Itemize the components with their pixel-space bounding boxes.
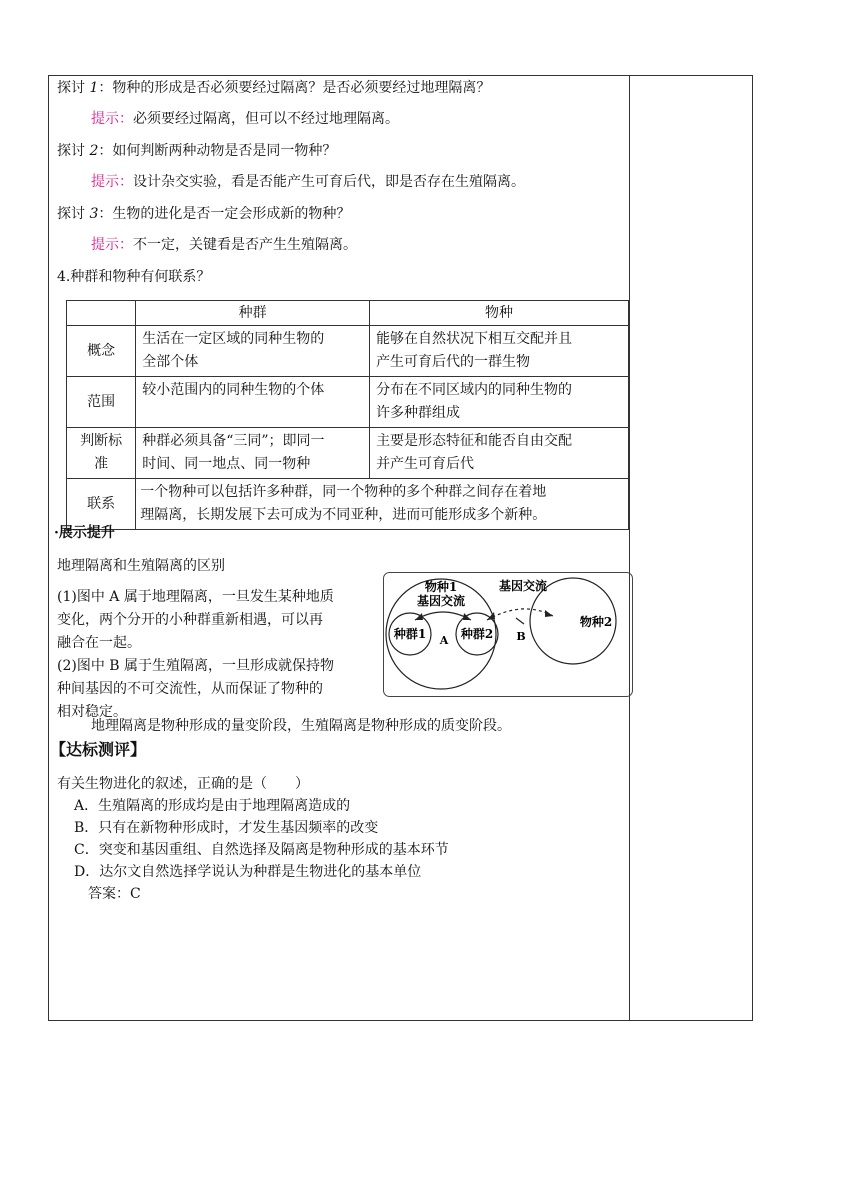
diff-title: 地理隔离和生殖隔离的区别	[57, 558, 225, 574]
table-cell: 分布在不同区域内的同种生物的 许多种群组成	[370, 377, 629, 428]
discussion-number: 2	[89, 143, 99, 159]
discussion-number: 1	[89, 80, 99, 96]
label-b: B	[516, 630, 526, 643]
table-cell: 能够在自然状况下相互交配并且 产生可育后代的一群生物	[370, 326, 629, 377]
hint-text: 必须要经过隔离，但可以不经过地理隔离。	[133, 111, 399, 127]
table-cell: 主要是形态特征和能否自由交配 并产生可育后代	[370, 428, 629, 479]
row-label: 范围	[67, 377, 136, 428]
test-question: 有关生物进化的叙述，正确的是（ ）	[57, 776, 309, 792]
row-label: 判断标 准	[67, 428, 136, 479]
barrier-mark	[516, 618, 524, 624]
discussion-label: 探讨	[57, 206, 85, 222]
table-row	[67, 428, 629, 479]
hint-label: 提示：	[91, 111, 133, 127]
hint-label: 提示：	[91, 174, 133, 190]
table-cell: 种群必须具备“三同”；即同一 时间、同一地点、同一物种	[136, 428, 370, 479]
isolation-diagram	[383, 572, 633, 697]
discussion-question: ：物种的形成是否必须要经过隔离？是否必须要经过地理隔离？	[98, 80, 491, 96]
population1-label: 种群1	[393, 627, 427, 641]
discussion-label: 探讨	[57, 80, 85, 96]
header-empty	[67, 301, 136, 326]
point-line: 种间基因的不可交流性，从而保证了物种的	[57, 681, 323, 697]
header-population: 种群	[136, 301, 370, 326]
table-cell: 生活在一定区域的同种生物的 全部个体	[136, 326, 370, 377]
hint-text: 不一定，关键看是否产生生殖隔离。	[133, 237, 357, 253]
point-line: 相对稳定。	[57, 704, 127, 720]
discussion-number: 3	[89, 206, 99, 222]
comparison-table	[66, 300, 629, 530]
arrowhead-b-right	[545, 610, 553, 617]
point-line: (2)图中 B 属于生殖隔离，一旦形成就保持物	[57, 658, 335, 674]
hint-3	[91, 235, 357, 255]
gene-flow-inner-label: 基因交流	[416, 594, 466, 608]
hint-2	[91, 172, 525, 192]
species1-label: 物种1	[424, 580, 458, 594]
question-4: 4.种群和物种有何联系？	[57, 269, 211, 285]
option-b: B．只有在新物种形成时，才发生基因频率的改变	[74, 820, 379, 836]
table-cell: 一个物种可以包括许多种群，同一个物种的多个种群之间存在着地 理隔离，长期发展下去可成为不同亚种，进而可能形成多个新种。	[136, 479, 629, 530]
hint-text: 设计杂交实验，看是否能产生可育后代，即是否存在生殖隔离。	[133, 174, 525, 190]
table-row	[67, 377, 629, 428]
discussion-3	[57, 204, 350, 224]
discussion-1	[57, 78, 490, 98]
option-d: D．达尔文自然选择学说认为种群是生物进化的基本单位	[74, 864, 422, 880]
species2-label: 物种2	[579, 615, 613, 629]
label-a: A	[439, 634, 449, 647]
gene-flow-outer-label: 基因交流	[498, 579, 548, 593]
discussion-question: ：生物的进化是否一定会形成新的物种？	[98, 206, 351, 222]
option-a: A．生殖隔离的形成均是由于地理隔离造成的	[74, 798, 351, 814]
discussion-label: 探讨	[57, 143, 85, 159]
row-label: 概念	[67, 326, 136, 377]
point-line: 变化，两个分开的小种群重新相遇，可以再	[57, 612, 323, 628]
section-show: ·展示提升	[54, 525, 115, 541]
table-header-row	[67, 301, 629, 326]
test-title: 【达标测评】	[50, 740, 147, 759]
column-divider	[629, 75, 630, 1021]
discussion-question: ：如何判断两种动物是否是同一物种？	[98, 143, 337, 159]
answer: 答案：C	[88, 886, 141, 902]
discussion-2	[57, 141, 336, 161]
header-species: 物种	[370, 301, 629, 326]
gene-flow-b-arrow	[487, 609, 553, 620]
table-cell: 较小范围内的同种生物的个体	[136, 377, 370, 428]
population2-label: 种群2	[460, 627, 494, 641]
option-c: C．突变和基因重组、自然选择及隔离是物种形成的基本环节	[74, 842, 449, 858]
point-line: (1)图中 A 属于地理隔离，一旦发生某种地质	[57, 589, 334, 605]
table-row	[67, 479, 629, 530]
summary-text: 地理隔离是物种形成的量变阶段，生殖隔离是物种形成的质变阶段。	[91, 718, 511, 734]
hint-1	[91, 109, 399, 129]
table-row	[67, 326, 629, 377]
hint-label: 提示：	[91, 237, 133, 253]
point-line: 融合在一起。	[57, 635, 141, 651]
row-label: 联系	[67, 479, 136, 530]
